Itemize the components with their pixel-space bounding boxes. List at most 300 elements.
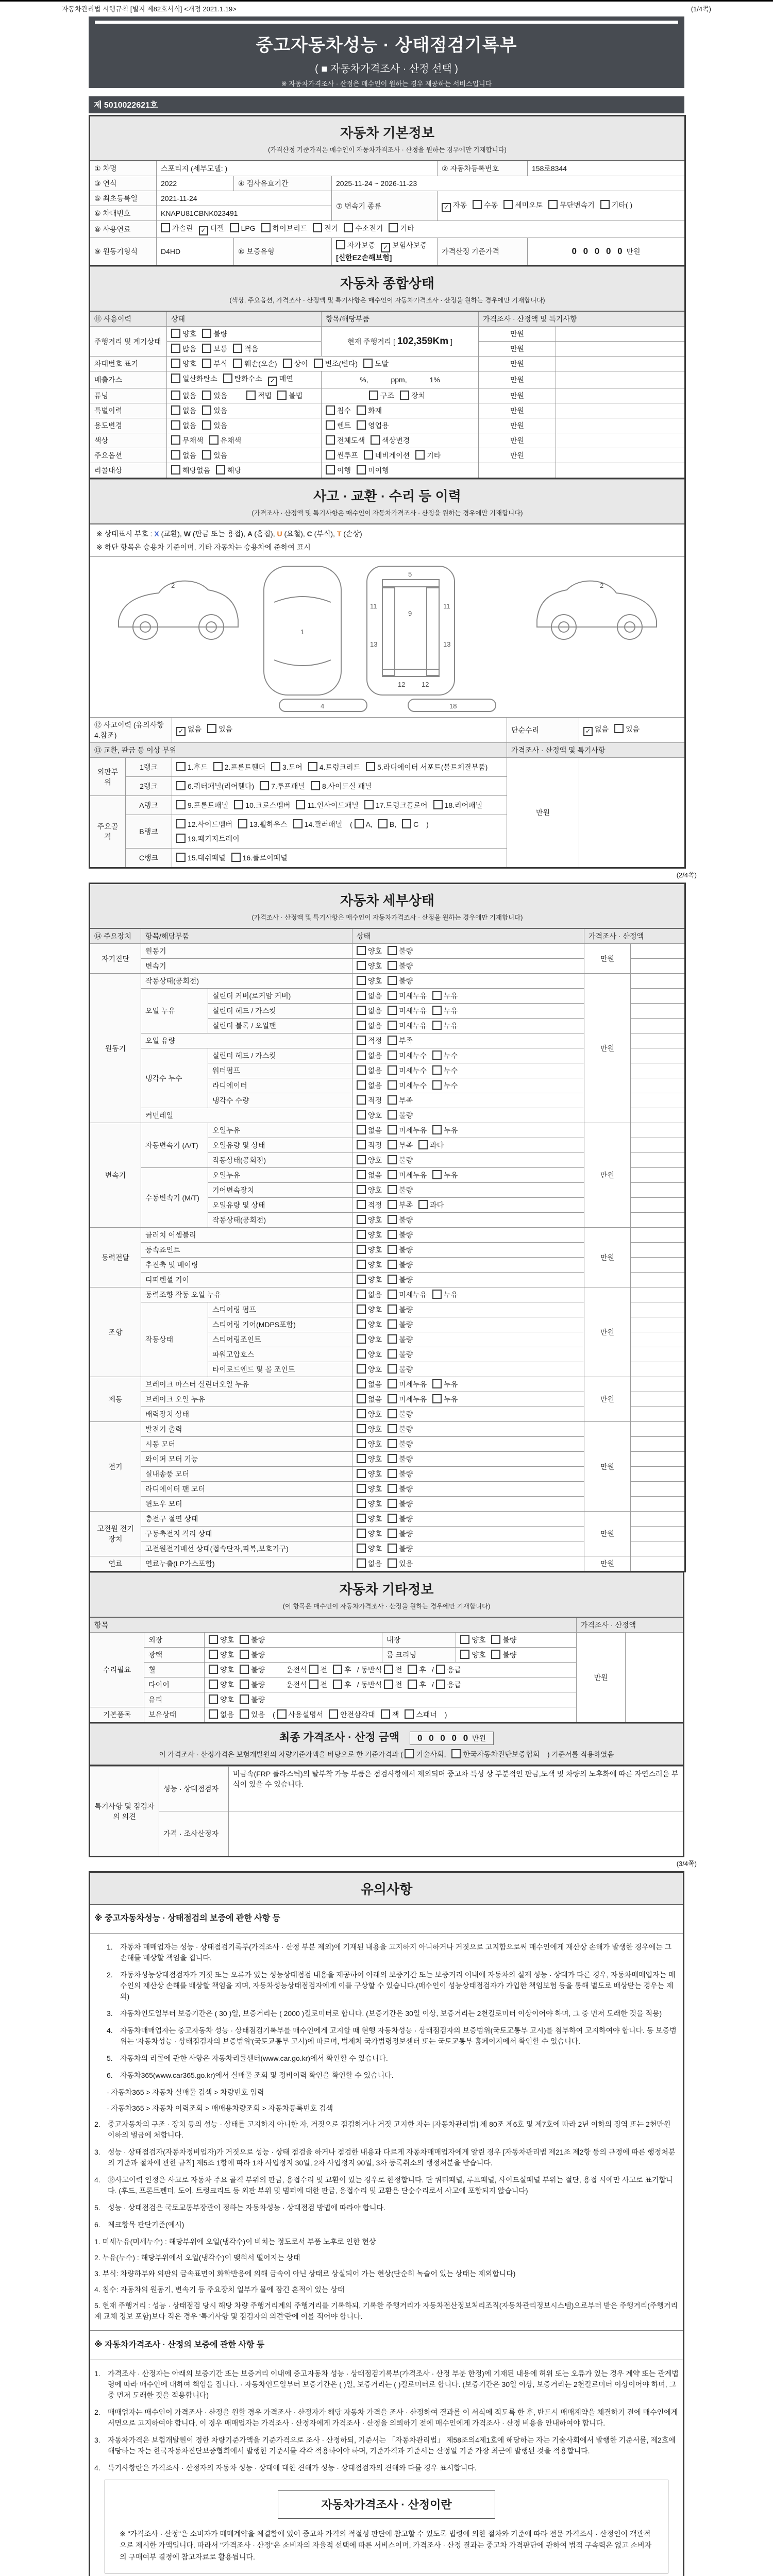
checkbox-option[interactable]	[171, 329, 196, 339]
checkbox-option[interactable]	[357, 961, 382, 971]
checkbox-icon	[202, 344, 211, 353]
checkbox-option[interactable]	[357, 1006, 382, 1016]
checkbox-option[interactable]	[614, 724, 640, 734]
checkbox-option[interactable]	[240, 1665, 265, 1675]
remark-cell	[631, 1168, 685, 1183]
checkbox-label: 양호	[368, 1365, 382, 1374]
checkbox-option[interactable]	[357, 1125, 382, 1136]
checkbox-option[interactable]	[388, 1275, 413, 1285]
checkbox-option[interactable]	[176, 779, 254, 793]
checkbox-option[interactable]	[209, 1665, 234, 1675]
checkbox-option[interactable]	[388, 1469, 413, 1479]
checkbox-option[interactable]	[388, 1499, 413, 1509]
checkbox-option[interactable]	[161, 223, 193, 233]
checkbox-option[interactable]	[355, 817, 373, 832]
checkbox-option[interactable]	[388, 1095, 413, 1106]
checkbox-option[interactable]	[388, 1558, 413, 1569]
checkbox-option[interactable]	[451, 1749, 540, 1759]
checkbox-option[interactable]	[357, 1424, 382, 1434]
checkbox-option[interactable]	[405, 1749, 446, 1759]
legend-symbol: C	[307, 530, 314, 538]
checkbox-option[interactable]	[381, 1709, 399, 1720]
checkbox-label: 기타( )	[611, 200, 633, 209]
device-group-label: 원동기	[90, 974, 141, 1123]
checkbox-option[interactable]	[388, 1529, 413, 1539]
checkbox-label: 썬루프	[337, 451, 358, 460]
state-checks	[352, 1138, 584, 1153]
checkbox-label: 있음	[399, 1560, 413, 1568]
checkbox-option[interactable]	[357, 465, 389, 476]
checkbox-option[interactable]	[388, 1319, 413, 1330]
checkbox-label: 후	[344, 1681, 351, 1689]
checkbox-option[interactable]	[388, 1230, 413, 1240]
checkbox-option[interactable]	[357, 1021, 382, 1031]
checkbox-option[interactable]	[460, 1650, 485, 1660]
checkbox-option[interactable]	[199, 223, 224, 235]
checkbox-icon	[357, 1140, 366, 1149]
checkbox-option[interactable]	[357, 1080, 382, 1091]
checkbox-icon	[336, 240, 345, 249]
detail-col-item: 항목/해당부품	[141, 928, 352, 944]
checkbox-icon	[436, 1665, 445, 1674]
checkbox-option[interactable]	[326, 465, 351, 476]
checkbox-option[interactable]	[176, 798, 228, 812]
table-row	[90, 357, 685, 371]
checkbox-option[interactable]	[357, 1036, 382, 1046]
checkbox-option[interactable]	[388, 1125, 427, 1136]
checkbox-option[interactable]	[442, 200, 467, 212]
checkbox-option[interactable]	[171, 435, 204, 446]
checkbox-option[interactable]	[388, 1304, 413, 1315]
checkbox-icon	[355, 819, 364, 828]
checkbox-option[interactable]	[357, 1364, 382, 1375]
checkbox-icon	[333, 1680, 342, 1689]
checkbox-option[interactable]	[357, 1110, 382, 1121]
checkbox-option[interactable]	[503, 200, 543, 210]
checkbox-option[interactable]	[364, 450, 410, 461]
checkbox-option[interactable]	[209, 1709, 234, 1720]
checkbox-option[interactable]	[388, 1245, 413, 1255]
checkbox-option[interactable]	[176, 817, 232, 832]
state-checks	[204, 1663, 576, 1677]
checkbox-option[interactable]	[473, 200, 498, 210]
checkbox-option[interactable]	[388, 1454, 413, 1464]
item-label: 외장	[144, 1633, 205, 1648]
checkbox-option[interactable]	[400, 391, 425, 401]
checkbox-option[interactable]	[357, 1558, 382, 1569]
checkbox-option[interactable]	[388, 1050, 427, 1061]
base-price-value	[528, 238, 685, 266]
checkbox-icon	[311, 781, 320, 790]
checkbox-option[interactable]	[216, 465, 241, 476]
checkbox-option[interactable]	[309, 1665, 328, 1675]
checkbox-option[interactable]	[202, 329, 227, 339]
checkbox-label: 응급	[447, 1681, 461, 1689]
checkbox-option[interactable]	[176, 832, 240, 846]
notice-group-c	[94, 2368, 679, 2473]
checkbox-label: 전	[395, 1666, 402, 1674]
checkbox-option[interactable]	[261, 223, 308, 233]
checkbox-option[interactable]	[314, 359, 358, 369]
checkbox-option[interactable]	[209, 1635, 234, 1645]
checkbox-option[interactable]	[202, 405, 227, 416]
checkbox-option[interactable]	[344, 223, 383, 233]
checkbox-label: 불량	[399, 1186, 413, 1194]
checkbox-option[interactable]	[432, 1065, 458, 1076]
accident-legend	[90, 524, 685, 557]
part-checks	[322, 448, 479, 463]
checkbox-icon	[600, 200, 610, 209]
checkbox-icon	[344, 223, 353, 232]
checkbox-option[interactable]	[433, 798, 483, 812]
checkbox-option[interactable]	[333, 1665, 351, 1675]
checkbox-option[interactable]	[357, 991, 382, 1001]
checkbox-label: 6.쿼터패널(리어휀다)	[188, 782, 255, 790]
checkbox-option[interactable]	[333, 1680, 351, 1690]
checkbox-option[interactable]	[432, 1021, 458, 1031]
table-row	[90, 418, 685, 433]
checkbox-option[interactable]	[171, 391, 196, 401]
checkbox-option[interactable]	[384, 1665, 402, 1675]
item-label: 타이로드엔드 및 볼 조인트	[208, 1362, 352, 1377]
checkbox-option[interactable]	[209, 1680, 234, 1690]
state-checks	[352, 1258, 584, 1273]
checkbox-option[interactable]	[491, 1635, 516, 1645]
checkbox-option[interactable]	[171, 374, 217, 384]
checkbox-icon	[357, 465, 366, 474]
state-checks	[352, 1332, 584, 1347]
checkbox-option[interactable]	[415, 450, 441, 461]
checkbox-option[interactable]	[357, 1290, 382, 1300]
checkbox-label: 많음	[182, 345, 197, 353]
remark-cell	[631, 1437, 685, 1452]
remark-cell	[631, 1452, 685, 1467]
checkbox-option[interactable]	[357, 1334, 382, 1345]
checkbox-option[interactable]	[357, 1215, 382, 1225]
checkbox-option[interactable]	[583, 724, 609, 736]
checkbox-option[interactable]	[176, 760, 208, 774]
checkbox-option[interactable]	[296, 798, 359, 812]
checkbox-option[interactable]	[381, 240, 427, 252]
checkbox-icon	[176, 819, 186, 828]
checkbox-option[interactable]	[388, 1379, 427, 1389]
checkbox-option[interactable]	[388, 1110, 413, 1121]
checkbox-option[interactable]	[432, 1290, 458, 1300]
position-text: 운전석	[286, 1666, 309, 1674]
item-label: 오일 유량	[141, 1033, 352, 1048]
checkbox-option[interactable]	[432, 1379, 458, 1389]
checkbox-label: 보험사보증	[392, 241, 427, 249]
checkbox-option[interactable]	[357, 1394, 382, 1404]
checkbox-option[interactable]	[357, 1544, 382, 1554]
item-label: 실린더 헤드 / 가스킷	[208, 1004, 352, 1019]
checkbox-option[interactable]	[207, 724, 232, 734]
checkbox-option[interactable]	[213, 760, 265, 774]
checkbox-option[interactable]	[388, 1409, 413, 1419]
checkbox-option[interactable]	[491, 1650, 516, 1660]
checkbox-option[interactable]	[388, 1200, 413, 1210]
checkbox-label: 13.휠하우스	[249, 820, 288, 828]
checkbox-option[interactable]	[436, 1665, 461, 1675]
form-meta	[62, 4, 711, 13]
checkbox-option[interactable]	[388, 1006, 427, 1016]
item-label: 발전기 출력	[141, 1422, 352, 1437]
checkbox-option[interactable]	[233, 359, 277, 369]
first-reg-value: 2021-11-24	[157, 191, 332, 206]
checkbox-option[interactable]	[246, 391, 272, 401]
checkbox-option[interactable]	[176, 851, 226, 865]
panel-group-label: 주요골격	[90, 796, 126, 868]
checkbox-option[interactable]	[388, 1021, 427, 1031]
checkbox-option[interactable]	[357, 1155, 382, 1165]
checkbox-option[interactable]	[326, 450, 358, 461]
checkbox-option[interactable]	[432, 1125, 458, 1136]
checkbox-option[interactable]	[388, 1185, 413, 1195]
checkbox-option[interactable]	[336, 240, 375, 250]
checkbox-option[interactable]	[268, 374, 293, 386]
checkbox-option[interactable]	[209, 435, 242, 446]
checkbox-option[interactable]	[357, 1140, 382, 1150]
checkbox-option[interactable]	[432, 1080, 458, 1091]
checkbox-option[interactable]	[408, 1665, 426, 1675]
legend-label: (판금 또는 용접),	[192, 530, 247, 538]
checkbox-option[interactable]	[432, 1170, 458, 1180]
checkbox-option[interactable]	[388, 946, 413, 956]
checkbox-option[interactable]	[202, 344, 227, 354]
svg-text:2: 2	[599, 582, 603, 589]
checkbox-option[interactable]	[240, 1635, 265, 1645]
checkbox-label: 자가보증	[347, 241, 376, 249]
checkbox-option[interactable]	[366, 760, 488, 774]
state-checks	[167, 388, 322, 403]
checkbox-option[interactable]	[357, 1484, 382, 1494]
checkbox-option[interactable]	[357, 1065, 382, 1076]
checkbox-option[interactable]	[311, 779, 372, 793]
checkbox-option[interactable]	[277, 1709, 324, 1720]
legend-label: (손상)	[343, 530, 362, 538]
checkbox-option[interactable]	[238, 817, 288, 832]
item-label: 시동 모터	[141, 1437, 352, 1452]
checkbox-option[interactable]	[176, 724, 201, 736]
checkbox-option[interactable]	[432, 1394, 458, 1404]
checkbox-label: 사용설명서	[288, 1710, 324, 1719]
checkbox-option[interactable]	[408, 1680, 426, 1690]
checkbox-option[interactable]	[357, 976, 382, 986]
checkbox-option[interactable]	[388, 1484, 413, 1494]
checkbox-option[interactable]	[357, 1185, 382, 1195]
checkbox-option[interactable]	[277, 391, 303, 401]
checkbox-option[interactable]	[357, 1349, 382, 1360]
checkbox-option[interactable]	[171, 465, 210, 476]
checkbox-option[interactable]	[357, 1439, 382, 1449]
checkbox-option[interactable]	[357, 420, 389, 431]
checkbox-option[interactable]	[202, 420, 227, 431]
checkbox-option[interactable]	[388, 1544, 413, 1554]
checkbox-label: 화재	[368, 406, 382, 415]
base-price-label: 가격산정 기준가격	[438, 238, 528, 266]
checkbox-option[interactable]	[388, 1364, 413, 1375]
checkbox-option[interactable]	[202, 391, 227, 401]
checkbox-icon	[432, 1290, 442, 1299]
checkbox-option[interactable]	[326, 435, 365, 446]
checkbox-option[interactable]	[231, 851, 288, 865]
checkbox-option[interactable]	[371, 435, 410, 446]
checkbox-option[interactable]	[369, 391, 394, 401]
checkbox-option[interactable]	[357, 1260, 382, 1270]
state-checks	[352, 1452, 584, 1467]
checkbox-option[interactable]	[388, 1514, 413, 1524]
table-row	[90, 433, 685, 448]
checkbox-option[interactable]	[357, 1230, 382, 1240]
checkbox-option[interactable]	[364, 798, 428, 812]
checkbox-option[interactable]	[388, 1394, 427, 1404]
checkbox-option[interactable]	[388, 1080, 427, 1091]
checkbox-option[interactable]	[388, 1439, 413, 1449]
checkbox-option[interactable]	[388, 1290, 427, 1300]
item-subgroup-label: 냉각수 누수	[141, 1048, 208, 1108]
state-checks	[352, 1168, 584, 1183]
checkbox-option[interactable]	[240, 1680, 265, 1690]
checkbox-option[interactable]	[388, 1349, 413, 1360]
overall-col-usage: ⑪ 사용이력	[90, 311, 167, 327]
checkbox-option[interactable]	[230, 223, 256, 232]
checkbox-option[interactable]	[388, 1424, 413, 1434]
checkbox-option[interactable]	[436, 1680, 461, 1690]
notice-subitem: 3. 부식: 차량하부와 외판의 금속표면이 화학반응에 의해 금속이 아닌 상태로 상실되어 가는 현상(단순히 녹슬어 있는 상태는 제외합니다)	[94, 2269, 516, 2278]
checkbox-option[interactable]	[388, 976, 413, 986]
state-checks	[352, 1422, 584, 1437]
checkbox-label: 양호	[368, 1350, 382, 1359]
item-label: 휠	[144, 1663, 205, 1677]
checkbox-option[interactable]	[388, 1260, 413, 1270]
checkbox-option[interactable]	[271, 760, 303, 774]
checkbox-icon	[378, 819, 388, 828]
checkbox-option[interactable]	[293, 817, 343, 832]
checkbox-option[interactable]	[308, 760, 360, 774]
checkbox-option[interactable]	[357, 1275, 382, 1285]
checkbox-option[interactable]	[388, 1155, 413, 1165]
checkbox-option[interactable]	[600, 200, 632, 210]
checkbox-option[interactable]	[402, 817, 418, 832]
checkbox-option[interactable]	[418, 1200, 444, 1210]
checkbox-option[interactable]	[260, 779, 305, 793]
checkbox-option[interactable]	[309, 1680, 328, 1690]
checkbox-option[interactable]	[378, 817, 396, 832]
checkbox-option[interactable]	[171, 359, 196, 369]
checkbox-option[interactable]	[357, 1304, 382, 1315]
checkbox-option[interactable]	[240, 1709, 265, 1720]
checkbox-option[interactable]	[388, 1334, 413, 1345]
checkbox-option[interactable]	[202, 359, 227, 369]
price-cell: 만원	[576, 1633, 626, 1723]
checkbox-icon	[171, 450, 180, 460]
checkbox-option[interactable]	[240, 1650, 265, 1660]
checkbox-option[interactable]	[313, 223, 338, 233]
checkbox-icon	[283, 359, 292, 368]
checkbox-option[interactable]	[283, 359, 308, 369]
checkbox-option[interactable]	[223, 374, 262, 384]
checkbox-option[interactable]	[388, 1170, 427, 1180]
checkbox-option[interactable]	[388, 961, 413, 971]
checkbox-option[interactable]	[357, 946, 382, 956]
checkbox-option[interactable]	[357, 1529, 382, 1539]
checkbox-option[interactable]	[388, 1036, 413, 1046]
checkbox-option[interactable]	[357, 1499, 382, 1509]
checkbox-icon	[202, 359, 211, 368]
checkbox-option[interactable]	[548, 200, 595, 210]
checkbox-icon	[209, 1680, 218, 1689]
checkbox-option[interactable]	[171, 450, 196, 461]
checkbox-option[interactable]	[418, 1140, 444, 1150]
document-header	[89, 16, 684, 88]
checkbox-icon	[277, 391, 287, 400]
checkbox-option[interactable]	[329, 1709, 375, 1720]
checkbox-option[interactable]	[357, 1379, 382, 1389]
checkbox-option[interactable]	[357, 1200, 382, 1210]
checkbox-option[interactable]	[357, 1050, 382, 1061]
checkbox-option[interactable]	[240, 1694, 265, 1705]
checkbox-icon	[209, 435, 219, 445]
remark-cell	[631, 944, 685, 959]
checkbox-option[interactable]	[460, 1635, 485, 1645]
checkbox-label: 양호	[368, 962, 382, 970]
checkbox-option[interactable]	[432, 991, 458, 1001]
checkbox-option[interactable]	[171, 420, 196, 431]
checkbox-label: 없음	[182, 451, 197, 460]
checkbox-option[interactable]	[171, 405, 196, 416]
checkbox-option[interactable]	[357, 1319, 382, 1330]
checkbox-option[interactable]	[233, 344, 258, 354]
checkbox-option[interactable]	[357, 1170, 382, 1180]
remark-cell	[626, 1633, 684, 1723]
checkbox-option[interactable]	[171, 344, 196, 354]
checkbox-option[interactable]	[209, 1650, 234, 1660]
checkbox-option[interactable]	[357, 1469, 382, 1479]
checkbox-option[interactable]	[357, 1514, 382, 1524]
checkbox-option[interactable]	[357, 1409, 382, 1419]
checkbox-option[interactable]	[326, 405, 351, 416]
checkbox-option[interactable]	[388, 1215, 413, 1225]
checkbox-option[interactable]	[357, 1245, 382, 1255]
checkbox-option[interactable]	[388, 1140, 413, 1150]
checkbox-option[interactable]	[234, 798, 290, 812]
checkbox-label: 기술사회,	[416, 1750, 446, 1758]
checkbox-option[interactable]	[209, 1694, 234, 1705]
checkbox-option[interactable]	[357, 405, 382, 416]
checkbox-icon	[418, 1140, 428, 1149]
checkbox-label: 도말	[375, 360, 389, 368]
checkbox-icon	[293, 819, 303, 828]
checkbox-option[interactable]	[405, 1709, 437, 1720]
checkbox-option[interactable]	[357, 1454, 382, 1464]
remark-cell	[631, 1198, 685, 1213]
item-label: 변속기	[141, 959, 352, 974]
checkbox-option[interactable]	[357, 1095, 382, 1106]
checkbox-label: 양호	[368, 1320, 382, 1329]
checkbox-option[interactable]	[432, 1006, 458, 1016]
checkbox-option[interactable]	[384, 1680, 402, 1690]
checkbox-option[interactable]	[202, 450, 227, 461]
checkbox-option[interactable]	[432, 1050, 458, 1061]
checkbox-option[interactable]	[363, 359, 389, 369]
checkbox-icon	[388, 1379, 397, 1388]
checkbox-option[interactable]	[388, 1065, 427, 1076]
checkbox-option[interactable]	[326, 420, 351, 431]
checkbox-option[interactable]	[388, 991, 427, 1001]
remark-cell	[631, 1093, 685, 1108]
checkbox-option[interactable]	[389, 223, 414, 233]
checkbox-icon	[357, 961, 366, 970]
